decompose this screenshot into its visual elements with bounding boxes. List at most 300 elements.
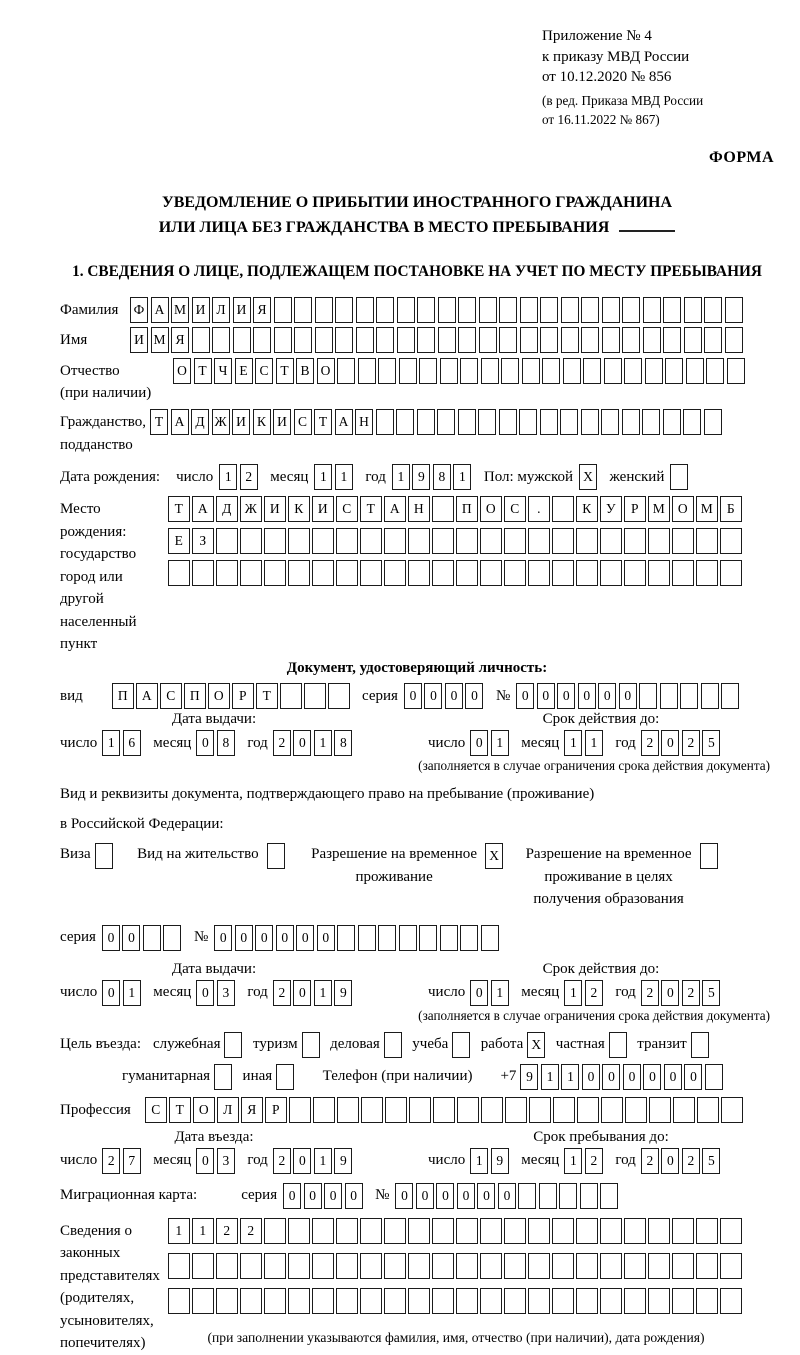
char-box[interactable] <box>552 528 574 554</box>
char-box[interactable]: О <box>208 683 230 709</box>
char-box[interactable]: 0 <box>424 683 442 709</box>
char-box[interactable] <box>648 1218 670 1244</box>
char-box[interactable]: 8 <box>334 730 352 756</box>
char-box[interactable]: 2 <box>585 1148 603 1174</box>
char-box[interactable]: З <box>192 528 214 554</box>
char-box[interactable] <box>563 358 581 384</box>
char-box[interactable] <box>216 528 238 554</box>
char-box[interactable] <box>312 1253 334 1279</box>
char-box[interactable] <box>397 297 415 323</box>
char-box[interactable] <box>376 297 394 323</box>
char-box[interactable] <box>458 409 476 435</box>
char-box[interactable]: Я <box>253 297 271 323</box>
char-box[interactable] <box>648 528 670 554</box>
char-box[interactable] <box>456 1218 478 1244</box>
char-box[interactable] <box>337 925 355 951</box>
char-box[interactable]: И <box>312 496 334 522</box>
char-box[interactable] <box>520 297 538 323</box>
char-box[interactable] <box>553 1097 575 1123</box>
char-box[interactable] <box>233 327 251 353</box>
char-box[interactable]: 0 <box>102 980 120 1006</box>
char-box[interactable]: 0 <box>470 980 488 1006</box>
char-box[interactable] <box>561 297 579 323</box>
char-box[interactable] <box>399 358 417 384</box>
char-box[interactable] <box>480 560 502 586</box>
char-box[interactable]: О <box>173 358 191 384</box>
char-box[interactable] <box>670 464 688 490</box>
char-box[interactable]: 2 <box>240 1218 262 1244</box>
char-box[interactable]: 0 <box>619 683 637 709</box>
char-box[interactable] <box>684 327 702 353</box>
char-box[interactable] <box>576 528 598 554</box>
char-box[interactable] <box>315 297 333 323</box>
char-box[interactable] <box>288 1218 310 1244</box>
char-box[interactable]: 0 <box>578 683 596 709</box>
char-box[interactable]: 0 <box>324 1183 342 1209</box>
char-box[interactable] <box>504 528 526 554</box>
char-box[interactable] <box>528 1218 550 1244</box>
char-box[interactable] <box>440 358 458 384</box>
char-box[interactable]: М <box>151 327 169 353</box>
char-box[interactable]: 1 <box>123 980 141 1006</box>
char-box[interactable]: 0 <box>498 1183 516 1209</box>
char-box[interactable] <box>720 560 742 586</box>
char-box[interactable] <box>384 560 406 586</box>
char-box[interactable] <box>264 1253 286 1279</box>
char-box[interactable] <box>417 409 435 435</box>
char-box[interactable]: 0 <box>643 1064 661 1090</box>
char-box[interactable] <box>408 1218 430 1244</box>
char-box[interactable] <box>580 1183 598 1209</box>
char-box[interactable]: 0 <box>557 683 575 709</box>
char-box[interactable]: 9 <box>334 1148 352 1174</box>
char-box[interactable] <box>456 1253 478 1279</box>
char-box[interactable]: А <box>171 409 189 435</box>
char-box[interactable]: К <box>253 409 271 435</box>
char-box[interactable] <box>622 297 640 323</box>
char-box[interactable] <box>432 1218 454 1244</box>
char-box[interactable]: 1 <box>585 730 603 756</box>
char-box[interactable]: 8 <box>433 464 451 490</box>
char-box[interactable] <box>680 683 698 709</box>
char-box[interactable] <box>528 1288 550 1314</box>
char-box[interactable] <box>552 1288 574 1314</box>
char-box[interactable] <box>336 1288 358 1314</box>
char-box[interactable] <box>645 358 663 384</box>
char-box[interactable]: О <box>193 1097 215 1123</box>
char-box[interactable] <box>705 1064 723 1090</box>
char-box[interactable]: 0 <box>404 683 422 709</box>
char-box[interactable] <box>212 327 230 353</box>
char-box[interactable] <box>684 297 702 323</box>
char-box[interactable] <box>696 1288 718 1314</box>
char-box[interactable] <box>528 560 550 586</box>
char-box[interactable] <box>518 1183 536 1209</box>
char-box[interactable]: 7 <box>123 1148 141 1174</box>
char-box[interactable] <box>672 1253 694 1279</box>
char-box[interactable]: 1 <box>168 1218 190 1244</box>
char-box[interactable] <box>540 327 558 353</box>
char-box[interactable]: С <box>294 409 312 435</box>
char-box[interactable] <box>478 409 496 435</box>
char-box[interactable]: Ж <box>212 409 230 435</box>
char-box[interactable]: П <box>456 496 478 522</box>
char-box[interactable]: Ч <box>214 358 232 384</box>
char-box[interactable]: 1 <box>541 1064 559 1090</box>
char-box[interactable] <box>481 1097 503 1123</box>
char-box[interactable]: 1 <box>392 464 410 490</box>
char-box[interactable]: Н <box>408 496 430 522</box>
char-box[interactable] <box>481 358 499 384</box>
char-box[interactable]: 2 <box>273 1148 291 1174</box>
char-box[interactable]: 1 <box>564 1148 582 1174</box>
char-box[interactable] <box>378 358 396 384</box>
char-box[interactable] <box>720 528 742 554</box>
char-box[interactable] <box>540 297 558 323</box>
char-box[interactable] <box>643 327 661 353</box>
char-box[interactable]: В <box>296 358 314 384</box>
char-box[interactable] <box>479 297 497 323</box>
char-box[interactable] <box>360 1288 382 1314</box>
char-box[interactable] <box>408 1253 430 1279</box>
char-box[interactable] <box>576 1218 598 1244</box>
char-box[interactable]: 1 <box>561 1064 579 1090</box>
char-box[interactable] <box>288 560 310 586</box>
char-box[interactable] <box>552 560 574 586</box>
char-box[interactable] <box>163 925 181 951</box>
char-box[interactable]: 1 <box>564 980 582 1006</box>
char-box[interactable]: М <box>171 297 189 323</box>
char-box[interactable] <box>432 1288 454 1314</box>
char-box[interactable] <box>335 327 353 353</box>
char-box[interactable]: 0 <box>661 980 679 1006</box>
char-box[interactable] <box>540 409 558 435</box>
char-box[interactable]: Е <box>168 528 190 554</box>
char-box[interactable] <box>336 1253 358 1279</box>
char-box[interactable] <box>336 1218 358 1244</box>
char-box[interactable] <box>624 1288 646 1314</box>
char-box[interactable] <box>501 358 519 384</box>
char-box[interactable] <box>479 327 497 353</box>
char-box[interactable]: 1 <box>453 464 471 490</box>
char-box[interactable]: 5 <box>702 980 720 1006</box>
char-box[interactable] <box>624 528 646 554</box>
char-box[interactable] <box>240 560 262 586</box>
char-box[interactable] <box>384 1218 406 1244</box>
char-box[interactable]: 0 <box>276 925 294 951</box>
char-box[interactable] <box>397 327 415 353</box>
char-box[interactable] <box>143 925 161 951</box>
char-box[interactable]: А <box>151 297 169 323</box>
char-box[interactable] <box>294 297 312 323</box>
char-box[interactable]: 0 <box>196 980 214 1006</box>
char-box[interactable] <box>721 683 739 709</box>
char-box[interactable]: 0 <box>293 1148 311 1174</box>
char-box[interactable]: П <box>112 683 134 709</box>
char-box[interactable] <box>408 1288 430 1314</box>
char-box[interactable]: 2 <box>641 1148 659 1174</box>
char-box[interactable]: 0 <box>304 1183 322 1209</box>
char-box[interactable] <box>648 1288 670 1314</box>
char-box[interactable] <box>704 297 722 323</box>
char-box[interactable]: 5 <box>702 730 720 756</box>
char-box[interactable] <box>264 528 286 554</box>
char-box[interactable] <box>361 1097 383 1123</box>
char-box[interactable] <box>576 1288 598 1314</box>
char-box[interactable] <box>720 1253 742 1279</box>
char-box[interactable] <box>437 409 455 435</box>
char-box[interactable]: 1 <box>102 730 120 756</box>
char-box[interactable]: И <box>130 327 148 353</box>
char-box[interactable]: 9 <box>334 980 352 1006</box>
char-box[interactable]: Т <box>169 1097 191 1123</box>
char-box[interactable]: 0 <box>345 1183 363 1209</box>
char-box[interactable] <box>600 1218 622 1244</box>
char-box[interactable] <box>504 560 526 586</box>
char-box[interactable] <box>276 1064 294 1090</box>
char-box[interactable] <box>452 1032 470 1058</box>
char-box[interactable] <box>274 327 292 353</box>
char-box[interactable]: 1 <box>314 464 332 490</box>
char-box[interactable] <box>458 297 476 323</box>
char-box[interactable] <box>686 358 704 384</box>
char-box[interactable] <box>356 327 374 353</box>
char-box[interactable] <box>358 358 376 384</box>
char-box[interactable]: 0 <box>255 925 273 951</box>
char-box[interactable] <box>253 327 271 353</box>
char-box[interactable]: 0 <box>293 980 311 1006</box>
char-box[interactable] <box>683 409 701 435</box>
char-box[interactable] <box>433 1097 455 1123</box>
char-box[interactable]: 0 <box>602 1064 620 1090</box>
char-box[interactable] <box>216 1288 238 1314</box>
char-box[interactable] <box>561 327 579 353</box>
char-box[interactable] <box>192 1253 214 1279</box>
char-box[interactable]: 1 <box>470 1148 488 1174</box>
char-box[interactable] <box>264 1288 286 1314</box>
char-box[interactable] <box>529 1097 551 1123</box>
char-box[interactable] <box>302 1032 320 1058</box>
char-box[interactable] <box>528 1253 550 1279</box>
char-box[interactable] <box>720 1218 742 1244</box>
char-box[interactable]: 2 <box>216 1218 238 1244</box>
char-box[interactable] <box>192 560 214 586</box>
char-box[interactable] <box>672 1288 694 1314</box>
char-box[interactable]: И <box>232 409 250 435</box>
char-box[interactable] <box>336 528 358 554</box>
char-box[interactable] <box>581 297 599 323</box>
char-box[interactable]: Т <box>150 409 168 435</box>
char-box[interactable]: 0 <box>516 683 534 709</box>
char-box[interactable] <box>542 358 560 384</box>
char-box[interactable] <box>336 560 358 586</box>
char-box[interactable]: Л <box>217 1097 239 1123</box>
char-box[interactable] <box>480 528 502 554</box>
char-box[interactable] <box>480 1218 502 1244</box>
char-box[interactable] <box>697 1097 719 1123</box>
char-box[interactable] <box>288 528 310 554</box>
char-box[interactable] <box>264 1218 286 1244</box>
char-box[interactable]: Е <box>235 358 253 384</box>
char-box[interactable] <box>432 1253 454 1279</box>
char-box[interactable] <box>622 409 640 435</box>
char-box[interactable]: И <box>233 297 251 323</box>
char-box[interactable]: 0 <box>582 1064 600 1090</box>
char-box[interactable] <box>600 1288 622 1314</box>
char-box[interactable]: С <box>336 496 358 522</box>
char-box[interactable] <box>604 358 622 384</box>
char-box[interactable]: 0 <box>395 1183 413 1209</box>
char-box[interactable] <box>409 1097 431 1123</box>
char-box[interactable] <box>168 1288 190 1314</box>
char-box[interactable] <box>312 1288 334 1314</box>
char-box[interactable]: 0 <box>102 925 120 951</box>
char-box[interactable]: 2 <box>585 980 603 1006</box>
char-box[interactable] <box>609 1032 627 1058</box>
char-box[interactable] <box>432 560 454 586</box>
char-box[interactable] <box>312 560 334 586</box>
char-box[interactable]: 1 <box>314 1148 332 1174</box>
char-box[interactable] <box>280 683 302 709</box>
char-box[interactable] <box>660 683 678 709</box>
char-box[interactable] <box>288 1253 310 1279</box>
char-box[interactable] <box>358 925 376 951</box>
char-box[interactable] <box>672 560 694 586</box>
char-box[interactable] <box>385 1097 407 1123</box>
char-box[interactable] <box>522 358 540 384</box>
char-box[interactable] <box>727 358 745 384</box>
char-box[interactable] <box>438 297 456 323</box>
char-box[interactable] <box>559 1183 577 1209</box>
char-box[interactable] <box>663 409 681 435</box>
char-box[interactable]: А <box>192 496 214 522</box>
char-box[interactable]: Р <box>265 1097 287 1123</box>
char-box[interactable] <box>432 496 454 522</box>
char-box[interactable]: 0 <box>436 1183 454 1209</box>
char-box[interactable]: И <box>264 496 286 522</box>
char-box[interactable]: 2 <box>682 1148 700 1174</box>
char-box[interactable]: 0 <box>661 730 679 756</box>
char-box[interactable]: С <box>255 358 273 384</box>
char-box[interactable] <box>600 528 622 554</box>
char-box[interactable] <box>505 1097 527 1123</box>
char-box[interactable] <box>315 327 333 353</box>
char-box[interactable] <box>552 496 574 522</box>
char-box[interactable]: 0 <box>664 1064 682 1090</box>
char-box[interactable] <box>360 1218 382 1244</box>
char-box[interactable] <box>337 358 355 384</box>
char-box[interactable] <box>240 1253 262 1279</box>
char-box[interactable]: Т <box>360 496 382 522</box>
char-box[interactable] <box>214 1064 232 1090</box>
char-box[interactable] <box>267 843 285 869</box>
char-box[interactable]: 9 <box>412 464 430 490</box>
char-box[interactable]: О <box>672 496 694 522</box>
char-box[interactable]: 6 <box>123 730 141 756</box>
char-box[interactable] <box>417 327 435 353</box>
char-box[interactable]: Р <box>232 683 254 709</box>
char-box[interactable]: X <box>485 843 503 869</box>
char-box[interactable] <box>552 1253 574 1279</box>
char-box[interactable] <box>600 560 622 586</box>
char-box[interactable]: Я <box>171 327 189 353</box>
char-box[interactable]: 1 <box>335 464 353 490</box>
char-box[interactable] <box>504 1288 526 1314</box>
char-box[interactable] <box>378 925 396 951</box>
char-box[interactable] <box>560 409 578 435</box>
char-box[interactable]: П <box>184 683 206 709</box>
char-box[interactable]: А <box>136 683 158 709</box>
char-box[interactable] <box>700 843 718 869</box>
char-box[interactable] <box>304 683 326 709</box>
char-box[interactable] <box>663 327 681 353</box>
char-box[interactable]: А <box>335 409 353 435</box>
char-box[interactable]: Т <box>276 358 294 384</box>
char-box[interactable]: Т <box>168 496 190 522</box>
char-box[interactable]: 0 <box>196 1148 214 1174</box>
char-box[interactable]: 1 <box>491 980 509 1006</box>
char-box[interactable]: 0 <box>661 1148 679 1174</box>
char-box[interactable]: Д <box>191 409 209 435</box>
char-box[interactable] <box>649 1097 671 1123</box>
char-box[interactable] <box>240 1288 262 1314</box>
char-box[interactable] <box>673 1097 695 1123</box>
char-box[interactable]: 0 <box>293 730 311 756</box>
char-box[interactable] <box>456 560 478 586</box>
char-box[interactable]: 1 <box>192 1218 214 1244</box>
char-box[interactable] <box>335 297 353 323</box>
char-box[interactable] <box>601 409 619 435</box>
char-box[interactable] <box>95 843 113 869</box>
char-box[interactable]: 1 <box>219 464 237 490</box>
char-box[interactable] <box>264 560 286 586</box>
char-box[interactable]: Я <box>241 1097 263 1123</box>
char-box[interactable] <box>576 560 598 586</box>
char-box[interactable]: У <box>600 496 622 522</box>
char-box[interactable]: Н <box>355 409 373 435</box>
char-box[interactable] <box>706 358 724 384</box>
char-box[interactable]: Л <box>212 297 230 323</box>
char-box[interactable]: 0 <box>296 925 314 951</box>
char-box[interactable] <box>552 1218 574 1244</box>
char-box[interactable]: Д <box>216 496 238 522</box>
char-box[interactable]: Ж <box>240 496 262 522</box>
char-box[interactable]: 2 <box>102 1148 120 1174</box>
char-box[interactable] <box>642 409 660 435</box>
char-box[interactable]: X <box>579 464 597 490</box>
char-box[interactable] <box>725 327 743 353</box>
char-box[interactable]: 0 <box>445 683 463 709</box>
char-box[interactable] <box>639 683 657 709</box>
char-box[interactable] <box>499 297 517 323</box>
char-box[interactable] <box>192 327 210 353</box>
char-box[interactable] <box>519 409 537 435</box>
char-box[interactable] <box>399 925 417 951</box>
char-box[interactable] <box>622 327 640 353</box>
char-box[interactable] <box>481 925 499 951</box>
char-box[interactable] <box>274 297 292 323</box>
char-box[interactable] <box>583 358 601 384</box>
char-box[interactable]: И <box>273 409 291 435</box>
char-box[interactable]: 0 <box>623 1064 641 1090</box>
char-box[interactable]: 0 <box>598 683 616 709</box>
char-box[interactable] <box>192 1288 214 1314</box>
char-box[interactable]: 0 <box>416 1183 434 1209</box>
char-box[interactable] <box>504 1253 526 1279</box>
char-box[interactable]: 1 <box>564 730 582 756</box>
char-box[interactable]: 2 <box>682 730 700 756</box>
char-box[interactable] <box>704 327 722 353</box>
